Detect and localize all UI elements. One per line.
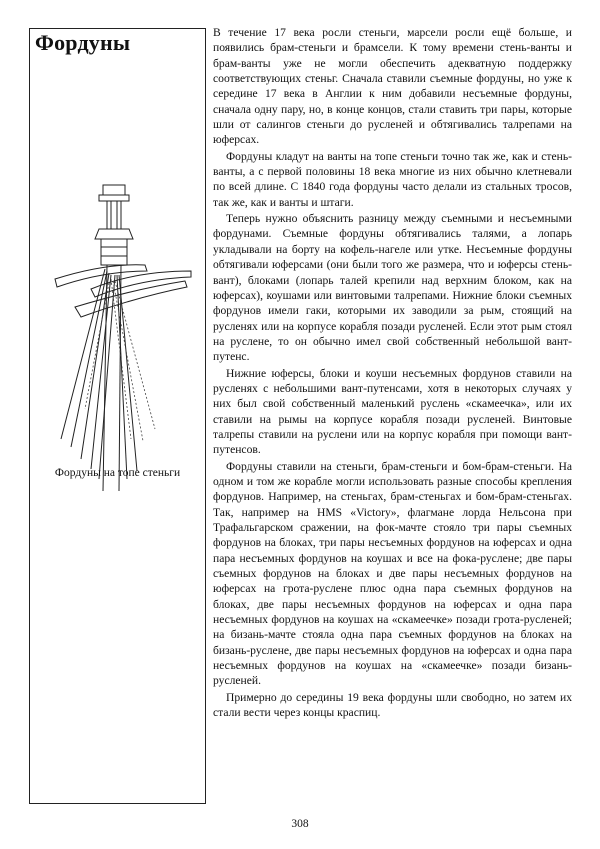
body-text xyxy=(213,25,572,721)
sidebar-box xyxy=(29,28,206,804)
paragraph: Фордуны кладут на ванты на топе стеньги точно так же, как и стень-ванты, а с первой половины 18 века многие из них обычно клетневали по всей длине. С 1840 года фордуны часто делали из стальных тросов, так же, как и ванты и штаги. xyxy=(213,149,572,209)
figure-caption: Фордуны на топе стеньги xyxy=(54,467,181,479)
page-number-text: 308 xyxy=(291,818,309,830)
paragraph: Теперь нужно объяснить разницу между съемными и несъемными фордунами. Съемные фордуны обтягивались талями, а лопарь укладывали на борту на кофель-нагеле или утке. Несъемные фордуны обтягивали юферсами (они были того же размера, что и юферсы стень-вант), блоками (лопарь талей крепили над верхним блоком, как на юферсах), коушами или винтовыми талрепами. Нижние блоки съемных фордунов имели гаки, которыми их заводили за рым, стоящий на русленях или на корпусе корабля позади русленей. Если этот рым стоял на руслене, то он обычно имел свой собственный небольшой вант-путенс. xyxy=(213,212,572,364)
paragraph: Примерно до середины 19 века фордуны шли свободно, но затем их стали вести через концы краспиц. xyxy=(213,690,572,720)
page-title: Фордуны xyxy=(35,30,131,55)
page-number xyxy=(0,818,600,830)
paragraph: Фордуны ставили на стеньги, брам-стеньги и бом-брам-стеньги. На одном и том же корабле могли использовать разные способы крепления фордунов. Например, на стеньгах, брам-стеньгах и бом-брам-стеньгах. Так, например на HMS «Victory», флагмане лорда Нельсона при Трафальгарском сражении, на фок-мачте стояло три пары съемных фордунов на блоках, три пары несъемных фордунов на юферсах и одна пара несъемных фордунов на коушах и все на фока-руслене; две пары съемных фордунов на блоках и две пары несъемных фордунов на юферсах на грота-руслене плюс одна пара съемных фордунов на блоках, две пары несъемных фордунов на юферсах и одна пара несъемных фордунов на коушах на «скамеечке» позади грота-русленей; на бизань-мачте стояла одна пара съемных фордунов на блоках на бизань-руслене, две пары несъемных фордунов на юферсах и одна пара несъемных фордунов на коушах на «скамеечке» позади бизань-русленей. xyxy=(213,459,572,688)
paragraph: В течение 17 века росли стеньги, марсели росли ещё больше, и появились брам-стеньги и брамсели. К тому времени стень-ванты и брам-ванты уже не могли обеспечить адекватную поддержку соответствующих стеньг. Сначала ставили съемные фордуны, но уже к середине 17 века в Англии к ним добавили несъемные фордуны, сначала одну пару, но, в конце концов, стали ставить три пары, которые шли от салингов стеньги до русленей и обтягивались талрепами на юферсах. xyxy=(213,26,572,147)
paragraph: Нижние юферсы, блоки и коуши несъемных фордунов ставили на русленях с небольшими вант-путенсами, хотя в некоторых случаях у них был свой собственный маленький руслень «скамеечка», или их ставили на рымы на корпусе корабля позади русленей. Винтовые талрепы ставили на руслени или на корпус корабля при помощи вант-путенсов. xyxy=(213,366,572,457)
backstays-illustration xyxy=(45,179,195,491)
